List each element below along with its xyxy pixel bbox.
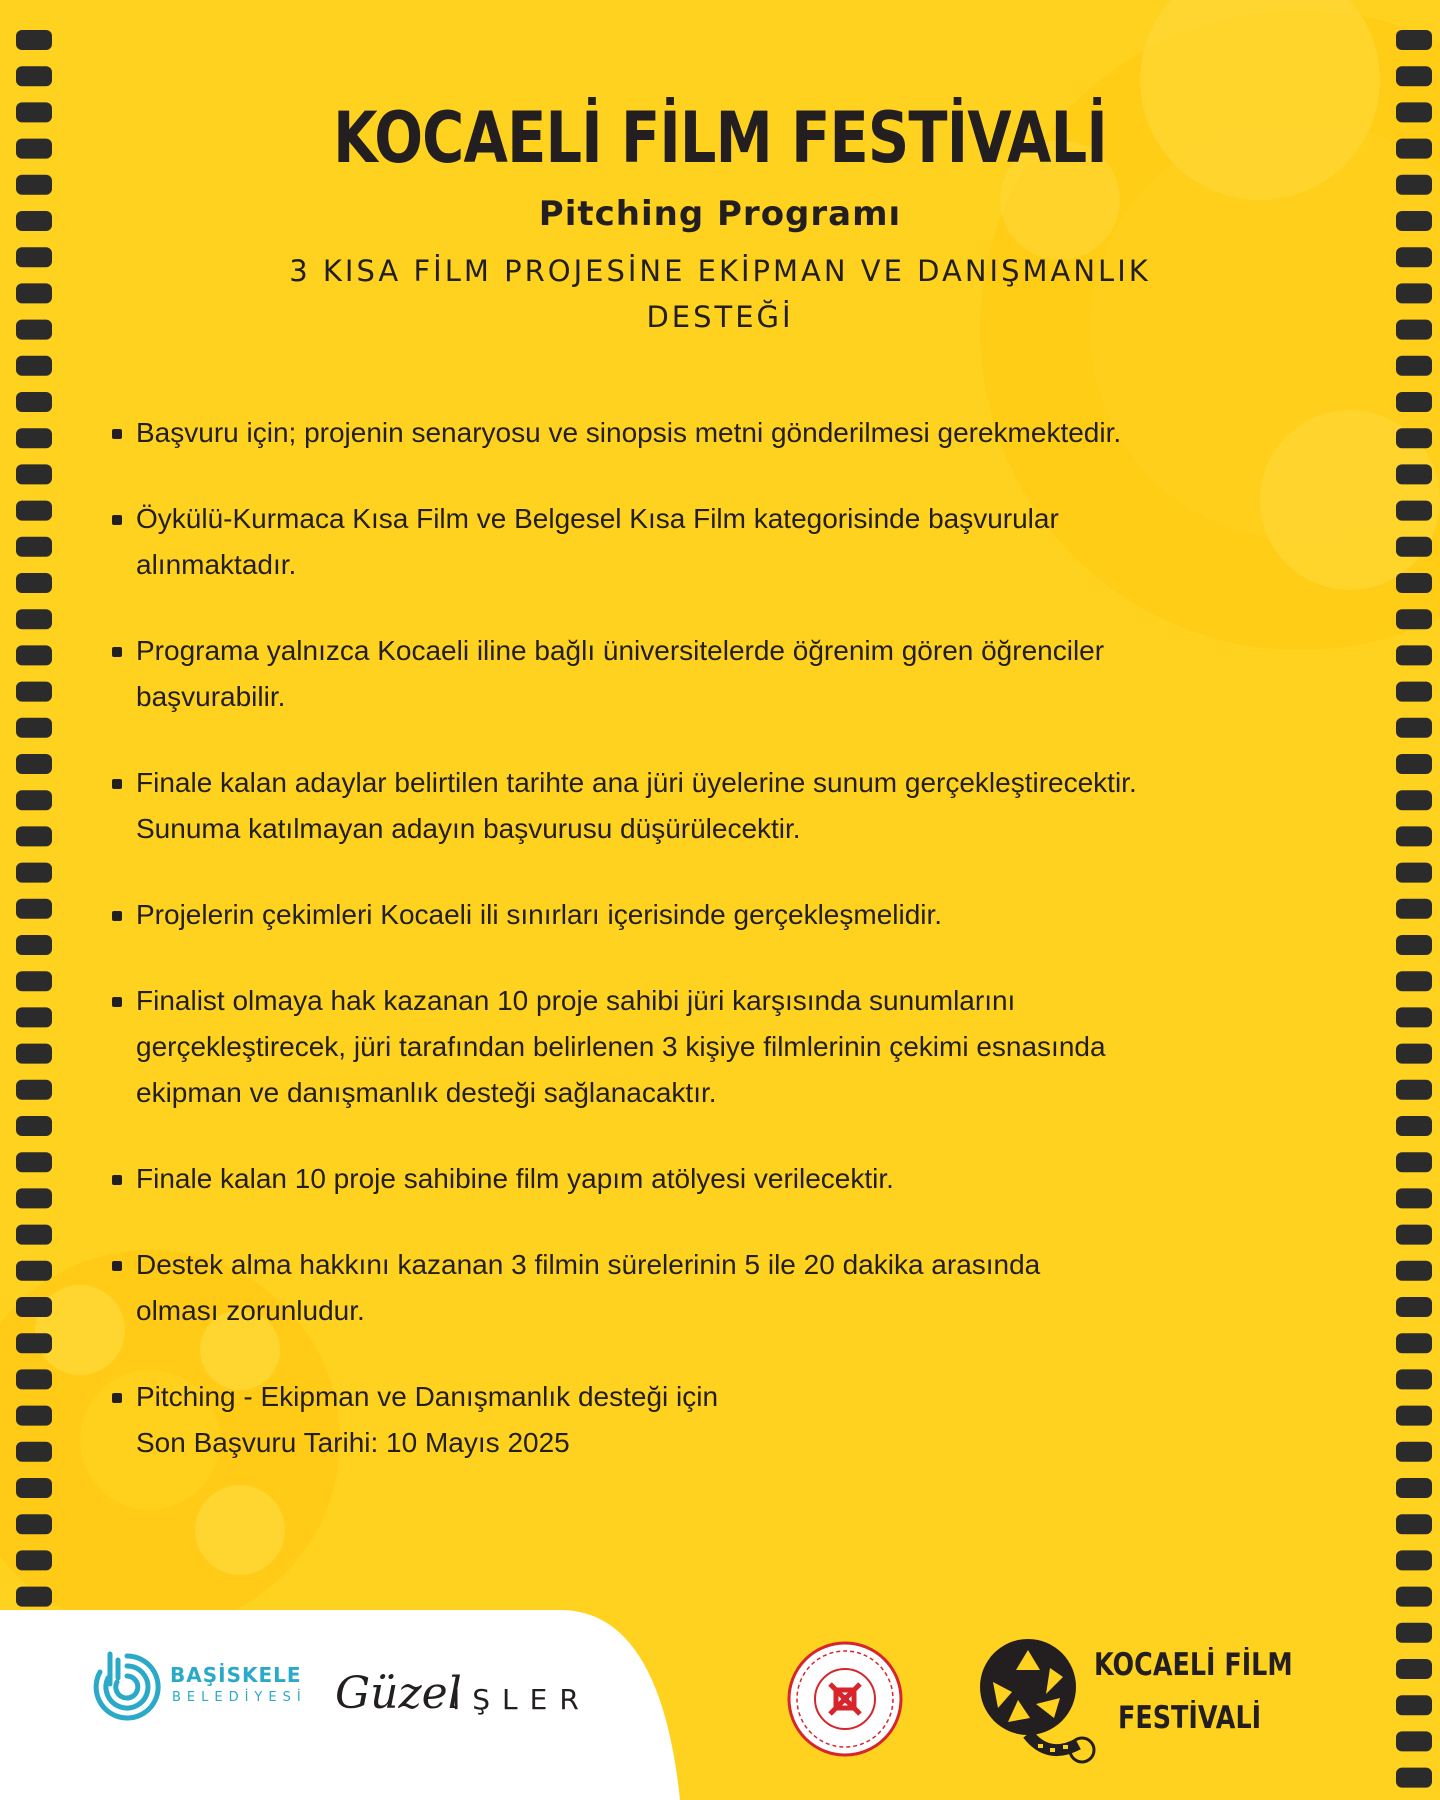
bullet-icon [112,779,122,789]
perforation-hole [16,102,52,122]
perforation-hole [16,1550,52,1570]
perforation-hole [1396,175,1432,195]
perforation-hole [1396,1406,1432,1426]
perforation-hole [1396,66,1432,86]
perforation-hole [1396,30,1432,50]
film-perforations-right [1380,0,1440,1800]
perforation-hole [1396,1007,1432,1027]
perforation-hole [1396,1442,1432,1462]
perforation-hole [16,320,52,340]
perforation-hole [16,1406,52,1426]
festival-logo-line1: KOCAELİ FİLM [1094,1647,1293,1683]
perforation-hole [16,1478,52,1498]
perforation-hole [1396,320,1432,340]
perforation-hole [1396,1116,1432,1136]
bullet-icon [112,515,122,525]
list-item [110,1374,1350,1466]
bullet-icon [112,1175,122,1185]
perforation-hole [16,1333,52,1353]
bullet-icon [112,647,122,657]
list-item [110,496,1350,588]
perforation-hole [16,66,52,86]
perforation-hole [16,1116,52,1136]
perforation-hole [16,1514,52,1534]
perforation-hole [1396,392,1432,412]
perforation-hole [1396,609,1432,629]
perforation-hole [1396,356,1432,376]
perforation-hole [16,718,52,738]
perforation-hole [1396,464,1432,484]
perforation-hole [16,790,52,810]
bullet-icon [112,997,122,1007]
list-item [110,1242,1350,1334]
list-item [110,410,1350,456]
basiskele-subtitle: BELEDİYESİ [172,1690,307,1705]
isler-text: İŞLER [452,1683,591,1716]
perforation-hole [1396,537,1432,557]
perforation-hole [16,1188,52,1208]
perforation-hole [1396,102,1432,122]
support-heading: 3 KISA FİLM PROJESİNE EKİPMAN VE DANIŞMANLIK DESTEĞİ [289,254,1151,334]
film-reel-logo-icon [978,1632,1098,1772]
perforation-hole [1396,899,1432,919]
perforation-hole [16,283,52,303]
perforation-hole [16,1044,52,1064]
list-item-text: Finalist olmaya hak kazanan 10 proje sahibi jüri karşısında sunumlarını gerçekleştirecek, jüri tarafından belirlenen 3 kişiye filmlerinin çekimi esnasında ekipman ve danışmanlık desteği sağlanacaktır. [136,985,1106,1108]
perforation-hole [1396,826,1432,846]
perforation-hole [1396,573,1432,593]
perforation-hole [16,139,52,159]
perforation-hole [1396,1297,1432,1317]
perforation-hole [16,1442,52,1462]
bullet-icon [112,429,122,439]
header [160,96,1280,340]
perforation-hole [1396,682,1432,702]
perforation-hole [1396,754,1432,774]
perforation-hole [16,826,52,846]
perforation-hole [1396,428,1432,448]
perforation-hole [1396,1080,1432,1100]
perforation-hole [1396,790,1432,810]
perforation-hole [16,1152,52,1172]
perforation-hole [16,211,52,231]
bullet-icon [112,911,122,921]
list-item-text: Destek alma hakkını kazanan 3 filmin sürelerinin 5 ile 20 dakika arasında olması zorunludur. [136,1249,1041,1326]
rules-list [110,410,1350,1466]
list-item-text: Projelerin çekimleri Kocaeli ili sınırları içerisinde gerçekleşmelidir. [136,899,943,930]
perforation-hole [1396,247,1432,267]
list-item [110,760,1350,852]
guzel-signature: Güzel [335,1668,462,1719]
perforation-hole [1396,139,1432,159]
perforation-hole [1396,1188,1432,1208]
perforation-hole [16,1225,52,1245]
perforation-hole [1396,1369,1432,1389]
perforation-hole [1396,1550,1432,1570]
bullet-icon [112,1261,122,1271]
basiskele-logo-icon [88,1648,166,1726]
perforation-hole [16,754,52,774]
program-subtitle: Pitching Programı [538,194,902,234]
list-item-text: Programa yalnızca Kocaeli iline bağlı üniversitelerde öğrenim gören öğrenciler başvurabilir. [136,635,1105,712]
perforation-hole [1396,283,1432,303]
perforation-hole [16,682,52,702]
perforation-hole [1396,1514,1432,1534]
perforation-hole [1396,935,1432,955]
perforation-hole [16,392,52,412]
perforation-hole [16,1007,52,1027]
perforation-hole [1396,645,1432,665]
list-item-text: Finale kalan adaylar belirtilen tarihte ana jüri üyelerine sunum gerçekleştirecektir. Sunuma katılmayan adayın başvurusu düşürülecektir. [136,767,1137,844]
perforation-hole [1396,211,1432,231]
perforation-hole [1396,1225,1432,1245]
perforation-hole [1396,501,1432,521]
perforation-hole [16,1080,52,1100]
perforation-hole [16,30,52,50]
festival-logo-line2: FESTİVALİ [1118,1700,1262,1736]
perforation-hole [16,645,52,665]
perforation-hole [1396,1261,1432,1281]
perforation-hole [1396,971,1432,991]
perforation-hole [16,247,52,267]
list-item-text: Pitching - Ekipman ve Danışmanlık desteği için Son Başvuru Tarihi: 10 Mayıs 2025 [136,1381,719,1458]
perforation-hole [16,935,52,955]
list-item-text: Öykülü-Kurmaca Kısa Film ve Belgesel Kısa Film kategorisinde başvurular alınmaktadır. [136,503,1059,580]
list-item [110,892,1350,938]
list-item-text: Finale kalan 10 proje sahibine film yapım atölyesi verilecektir. [136,1163,894,1194]
list-item-text: Başvuru için; projenin senaryosu ve sinopsis metni gönderilmesi gerekmektedir. [136,417,1122,448]
perforation-hole [1396,1587,1432,1607]
perforation-hole [16,464,52,484]
perforation-hole [16,1587,52,1607]
list-item [110,628,1350,720]
perforation-hole [16,1261,52,1281]
perforation-hole [16,537,52,557]
perforation-hole [1396,1478,1432,1498]
list-item [110,978,1350,1116]
film-perforations-left [0,0,60,1800]
perforation-hole [1396,1044,1432,1064]
perforation-hole [16,971,52,991]
perforation-hole [1396,863,1432,883]
perforation-hole [1396,1152,1432,1172]
perforation-hole [16,609,52,629]
perforation-hole [16,428,52,448]
perforation-hole [1396,1333,1432,1353]
perforation-hole [1396,718,1432,738]
perforation-hole [16,573,52,593]
perforation-hole [16,356,52,376]
perforation-hole [16,863,52,883]
perforation-hole [16,175,52,195]
bullet-icon [112,1393,122,1403]
perforation-hole [16,501,52,521]
list-item [110,1156,1350,1202]
festival-title: KOCAELİ FİLM FESTİVALİ [333,97,1107,179]
basiskele-name: BAŞİSKELE [170,1663,302,1687]
perforation-hole [16,899,52,919]
perforation-hole [16,1297,52,1317]
perforation-hole [16,1369,52,1389]
ministry-seal-icon [786,1640,904,1758]
